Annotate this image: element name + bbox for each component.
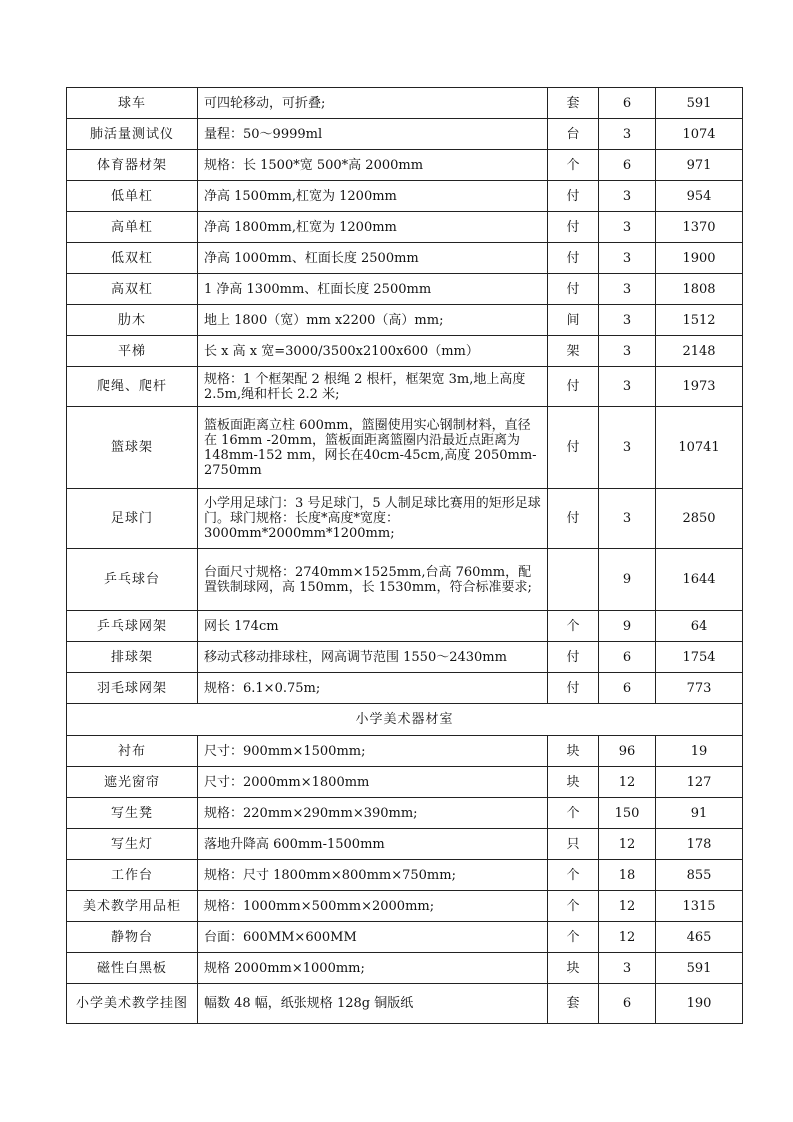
item-price-cell: 1512: [656, 305, 743, 336]
item-qty-cell: 3: [599, 274, 656, 305]
item-unit-cell: 个: [548, 150, 599, 181]
table-row: [67, 829, 743, 860]
item-name-cell: 排球架: [67, 642, 198, 673]
item-name-cell: 高单杠: [67, 212, 198, 243]
item-unit-cell: 付: [548, 212, 599, 243]
item-unit-cell: 付: [548, 489, 599, 549]
item-spec-cell: 可四轮移动，可折叠;: [198, 88, 548, 119]
item-spec-cell: 净高 1000mm、杠面长度 2500mm: [198, 243, 548, 274]
table-row: [67, 305, 743, 336]
item-name-cell: 篮球架: [67, 407, 198, 489]
item-price-cell: 591: [656, 88, 743, 119]
item-spec-cell: 篮板面距离立柱 600mm，篮圈使用实心钢制材料，直径在 16mm -20mm，篮板面距离篮圈内沿最近点距离为 148mm-152 mm，网长在40cm-45cm,高度 2050mm-2750mm: [198, 407, 548, 489]
item-qty-cell: 3: [599, 243, 656, 274]
item-price-cell: 591: [656, 953, 743, 984]
item-name-cell: 肋木: [67, 305, 198, 336]
item-spec-cell: 规格 2000mm×1000mm;: [198, 953, 548, 984]
item-name-cell: 美术教学用品柜: [67, 891, 198, 922]
item-name-cell: 遮光窗帘: [67, 767, 198, 798]
item-price-cell: 1808: [656, 274, 743, 305]
table-row: [67, 860, 743, 891]
item-name-cell: 低单杠: [67, 181, 198, 212]
item-qty-cell: 6: [599, 88, 656, 119]
item-qty-cell: 3: [599, 119, 656, 150]
table-row: [67, 611, 743, 642]
item-unit-cell: 个: [548, 891, 599, 922]
item-unit-cell: 块: [548, 736, 599, 767]
item-price-cell: 2850: [656, 489, 743, 549]
table-row: [67, 88, 743, 119]
item-price-cell: 127: [656, 767, 743, 798]
item-price-cell: 64: [656, 611, 743, 642]
item-price-cell: 19: [656, 736, 743, 767]
item-price-cell: 1900: [656, 243, 743, 274]
section-row: [67, 704, 743, 736]
item-name-cell: 写生凳: [67, 798, 198, 829]
table-row: [67, 673, 743, 704]
item-unit-cell: 只: [548, 829, 599, 860]
item-name-cell: 衬布: [67, 736, 198, 767]
item-unit-cell: 个: [548, 860, 599, 891]
item-spec-cell: 台面尺寸规格：2740mm×1525mm,台高 760mm，配置铁制球网，高 150mm，长 1530mm，符合标准要求;: [198, 549, 548, 611]
table-row: [67, 407, 743, 489]
item-price-cell: 1973: [656, 367, 743, 407]
table-row: [67, 212, 743, 243]
item-price-cell: 91: [656, 798, 743, 829]
item-unit-cell: 块: [548, 953, 599, 984]
item-spec-cell: 净高 1800mm,杠宽为 1200mm: [198, 212, 548, 243]
item-price-cell: 773: [656, 673, 743, 704]
item-qty-cell: 6: [599, 642, 656, 673]
item-price-cell: 1074: [656, 119, 743, 150]
item-name-cell: 足球门: [67, 489, 198, 549]
item-unit-cell: 套: [548, 88, 599, 119]
item-name-cell: 静物台: [67, 922, 198, 953]
table-row: [67, 642, 743, 673]
item-price-cell: 190: [656, 984, 743, 1024]
item-qty-cell: 3: [599, 953, 656, 984]
item-unit-cell: 块: [548, 767, 599, 798]
item-spec-cell: 规格：220mm×290mm×390mm;: [198, 798, 548, 829]
item-spec-cell: 净高 1500mm,杠宽为 1200mm: [198, 181, 548, 212]
table-row: [67, 274, 743, 305]
item-price-cell: 465: [656, 922, 743, 953]
item-name-cell: 磁性白黑板: [67, 953, 198, 984]
item-unit-cell: 付: [548, 367, 599, 407]
item-name-cell: 低双杠: [67, 243, 198, 274]
item-unit-cell: 付: [548, 407, 599, 489]
item-qty-cell: 12: [599, 922, 656, 953]
item-spec-cell: 1 净高 1300mm、杠面长度 2500mm: [198, 274, 548, 305]
item-spec-cell: 长 x 高 x 宽=3000/3500x2100x600（mm）: [198, 336, 548, 367]
item-spec-cell: 尺寸：2000mm×1800mm: [198, 767, 548, 798]
table-row: [67, 984, 743, 1024]
item-price-cell: 1754: [656, 642, 743, 673]
item-spec-cell: 小学用足球门：3 号足球门，5 人制足球比赛用的矩形足球门。球门规格：长度*高度*宽度：3000mm*2000mm*1200mm;: [198, 489, 548, 549]
table-row: [67, 336, 743, 367]
item-name-cell: 乒乓球网架: [67, 611, 198, 642]
section-title: 小学美术器材室: [67, 704, 743, 736]
item-spec-cell: 地上 1800（宽）mm x2200（高）mm;: [198, 305, 548, 336]
item-qty-cell: 3: [599, 212, 656, 243]
table-row: [67, 489, 743, 549]
item-name-cell: 球车: [67, 88, 198, 119]
item-spec-cell: 尺寸：900mm×1500mm;: [198, 736, 548, 767]
item-qty-cell: 9: [599, 611, 656, 642]
item-qty-cell: 6: [599, 150, 656, 181]
item-spec-cell: 量程：50～9999ml: [198, 119, 548, 150]
table-row: [67, 150, 743, 181]
item-spec-cell: 规格：6.1×0.75m;: [198, 673, 548, 704]
item-price-cell: 10741: [656, 407, 743, 489]
item-qty-cell: 3: [599, 336, 656, 367]
item-price-cell: 971: [656, 150, 743, 181]
table-row: [67, 181, 743, 212]
item-price-cell: 1644: [656, 549, 743, 611]
item-unit-cell: 个: [548, 798, 599, 829]
item-name-cell: 平梯: [67, 336, 198, 367]
table-row: [67, 767, 743, 798]
item-qty-cell: 3: [599, 181, 656, 212]
item-qty-cell: 12: [599, 891, 656, 922]
item-spec-cell: 落地升降高 600mm-1500mm: [198, 829, 548, 860]
item-unit-cell: 个: [548, 611, 599, 642]
item-price-cell: 1370: [656, 212, 743, 243]
item-name-cell: 羽毛球网架: [67, 673, 198, 704]
item-spec-cell: 幅数 48 幅，纸张规格 128g 铜版纸: [198, 984, 548, 1024]
item-name-cell: 写生灯: [67, 829, 198, 860]
item-name-cell: 体育器材架: [67, 150, 198, 181]
item-spec-cell: 规格：1000mm×500mm×2000mm;: [198, 891, 548, 922]
item-price-cell: 954: [656, 181, 743, 212]
item-unit-cell: 付: [548, 243, 599, 274]
item-qty-cell: 3: [599, 489, 656, 549]
item-name-cell: 高双杠: [67, 274, 198, 305]
item-unit-cell: 套: [548, 984, 599, 1024]
item-price-cell: 1315: [656, 891, 743, 922]
table-row: [67, 736, 743, 767]
item-name-cell: 工作台: [67, 860, 198, 891]
item-name-cell: 肺活量测试仪: [67, 119, 198, 150]
item-qty-cell: 3: [599, 407, 656, 489]
item-qty-cell: 6: [599, 984, 656, 1024]
item-name-cell: 乒乓球台: [67, 549, 198, 611]
table-row: [67, 798, 743, 829]
item-qty-cell: 12: [599, 829, 656, 860]
item-spec-cell: 台面：600MM×600MM: [198, 922, 548, 953]
item-qty-cell: 3: [599, 367, 656, 407]
table-row: [67, 243, 743, 274]
item-unit-cell: 台: [548, 119, 599, 150]
item-qty-cell: 9: [599, 549, 656, 611]
item-unit-cell: [548, 549, 599, 611]
item-spec-cell: 规格：长 1500*宽 500*高 2000mm: [198, 150, 548, 181]
item-unit-cell: 付: [548, 181, 599, 212]
table-row: [67, 549, 743, 611]
item-name-cell: 爬绳、爬杆: [67, 367, 198, 407]
table-row: [67, 367, 743, 407]
item-unit-cell: 间: [548, 305, 599, 336]
table-row: [67, 922, 743, 953]
item-qty-cell: 18: [599, 860, 656, 891]
item-price-cell: 855: [656, 860, 743, 891]
table-row: [67, 891, 743, 922]
item-unit-cell: 付: [548, 673, 599, 704]
item-unit-cell: 付: [548, 642, 599, 673]
item-spec-cell: 网长 174cm: [198, 611, 548, 642]
item-spec-cell: 规格：1 个框架配 2 根绳 2 根杆，框架宽 3m,地上高度 2.5m,绳和杆长 2.2 米;: [198, 367, 548, 407]
item-price-cell: 2148: [656, 336, 743, 367]
item-unit-cell: 付: [548, 274, 599, 305]
table-row: [67, 119, 743, 150]
item-spec-cell: 移动式移动排球柱，网高调节范围 1550～2430mm: [198, 642, 548, 673]
item-price-cell: 178: [656, 829, 743, 860]
item-qty-cell: 150: [599, 798, 656, 829]
item-qty-cell: 6: [599, 673, 656, 704]
item-qty-cell: 3: [599, 305, 656, 336]
item-spec-cell: 规格：尺寸 1800mm×800mm×750mm;: [198, 860, 548, 891]
equipment-table: [66, 87, 743, 1024]
item-qty-cell: 96: [599, 736, 656, 767]
item-unit-cell: 个: [548, 922, 599, 953]
item-qty-cell: 12: [599, 767, 656, 798]
table-row: [67, 953, 743, 984]
item-name-cell: 小学美术教学挂图: [67, 984, 198, 1024]
item-unit-cell: 架: [548, 336, 599, 367]
